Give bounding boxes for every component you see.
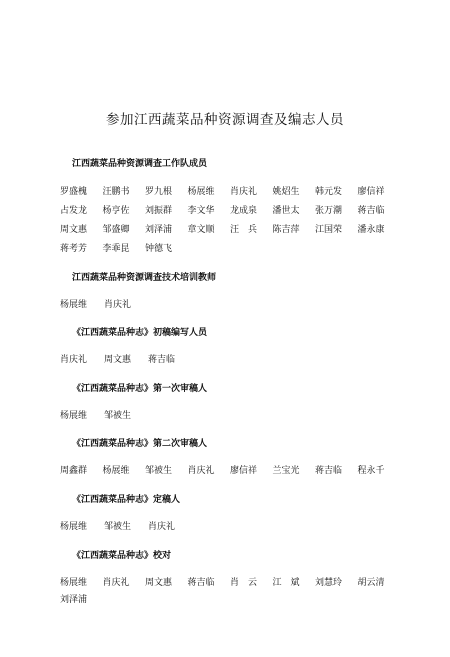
member-name: 杨展维 bbox=[60, 411, 88, 421]
name-row bbox=[60, 352, 400, 365]
name-row bbox=[60, 222, 400, 235]
section-heading-draft-writers: 《江西蔬菜品种志》初稿编写人员 bbox=[72, 328, 208, 338]
page-title: 参加江西蔬菜品种资源调查及编志人员 bbox=[106, 112, 344, 128]
member-name: 刘慧玲 bbox=[315, 578, 343, 588]
member-name: 汪鹏书 bbox=[102, 187, 130, 197]
member-name: 钟德飞 bbox=[145, 244, 173, 254]
member-name: 刘振群 bbox=[145, 206, 173, 216]
member-name: 潘永康 bbox=[357, 225, 385, 235]
member-name: 杨展维 bbox=[60, 300, 88, 310]
name-row bbox=[60, 463, 400, 476]
member-name: 肖庆礼 bbox=[187, 466, 215, 476]
member-name: 肖庆礼 bbox=[102, 578, 130, 588]
member-name: 李乖昆 bbox=[102, 244, 130, 254]
name-row bbox=[60, 297, 400, 310]
member-name: 邹被生 bbox=[104, 522, 132, 532]
member-name: 杨展维 bbox=[60, 522, 88, 532]
member-name: 潘世太 bbox=[272, 206, 300, 216]
member-name: 江 斌 bbox=[272, 578, 300, 588]
member-name: 章文顺 bbox=[187, 225, 215, 235]
member-name: 刘泽浦 bbox=[145, 225, 173, 235]
member-name: 周鑫群 bbox=[60, 466, 88, 476]
member-name: 罗九根 bbox=[145, 187, 173, 197]
member-name: 杨展维 bbox=[187, 187, 215, 197]
member-name: 姚炤生 bbox=[272, 187, 300, 197]
member-name: 蒋吉临 bbox=[148, 355, 176, 365]
member-name: 廖信祥 bbox=[230, 466, 258, 476]
member-name: 廖信祥 bbox=[357, 187, 385, 197]
member-name: 肖庆礼 bbox=[104, 300, 132, 310]
member-name: 邹盛卿 bbox=[102, 225, 130, 235]
member-name: 蒋吉临 bbox=[357, 206, 385, 216]
member-name: 蒋吉临 bbox=[187, 578, 215, 588]
member-name: 刘泽浦 bbox=[60, 595, 88, 605]
name-row bbox=[60, 184, 400, 197]
member-name: 江国荣 bbox=[315, 225, 343, 235]
member-name: 肖庆礼 bbox=[230, 187, 258, 197]
member-name: 杨亨佐 bbox=[102, 206, 130, 216]
member-name: 杨展维 bbox=[60, 578, 88, 588]
name-row bbox=[60, 203, 400, 216]
member-name: 程永千 bbox=[357, 466, 385, 476]
name-row bbox=[60, 575, 400, 588]
member-name: 陈吉萍 bbox=[272, 225, 300, 235]
member-name: 李文华 bbox=[187, 206, 215, 216]
name-row bbox=[60, 241, 400, 254]
name-row bbox=[60, 408, 400, 421]
member-name: 张万潮 bbox=[315, 206, 343, 216]
member-name: 占发龙 bbox=[60, 206, 88, 216]
member-name: 肖庆礼 bbox=[60, 355, 88, 365]
section-heading-finalizers: 《江西蔬菜品种志》定稿人 bbox=[72, 495, 181, 505]
member-name: 邹被生 bbox=[145, 466, 173, 476]
member-name: 罗盛槐 bbox=[60, 187, 88, 197]
member-name: 蒋吉临 bbox=[315, 466, 343, 476]
member-name: 肖 云 bbox=[230, 578, 258, 588]
member-name: 杨展维 bbox=[102, 466, 130, 476]
member-name: 韩元发 bbox=[315, 187, 343, 197]
member-name: 兰宝光 bbox=[272, 466, 300, 476]
member-name: 肖庆礼 bbox=[148, 522, 176, 532]
member-name: 邹被生 bbox=[104, 411, 132, 421]
section-heading-second-reviewers: 《江西蔬菜品种志》第二次审稿人 bbox=[72, 439, 208, 449]
member-name: 周文惠 bbox=[145, 578, 173, 588]
member-name: 龙成泉 bbox=[230, 206, 258, 216]
section-heading-proofreaders: 《江西蔬菜品种志》校对 bbox=[72, 551, 172, 561]
section-heading-training-teachers: 江西蔬菜品种资源调查技术培训教师 bbox=[72, 273, 217, 283]
member-name: 周文惠 bbox=[104, 355, 132, 365]
name-row bbox=[60, 592, 400, 605]
name-row bbox=[60, 519, 400, 532]
section-heading-survey-team: 江西蔬菜品种资源调查工作队成员 bbox=[72, 159, 208, 169]
member-name: 胡云清 bbox=[357, 578, 385, 588]
member-name: 周文惠 bbox=[60, 225, 88, 235]
member-name: 汪 兵 bbox=[230, 225, 258, 235]
member-name: 蒋考芳 bbox=[60, 244, 88, 254]
section-heading-first-reviewer: 《江西蔬菜品种志》第一次审稿人 bbox=[72, 384, 208, 394]
